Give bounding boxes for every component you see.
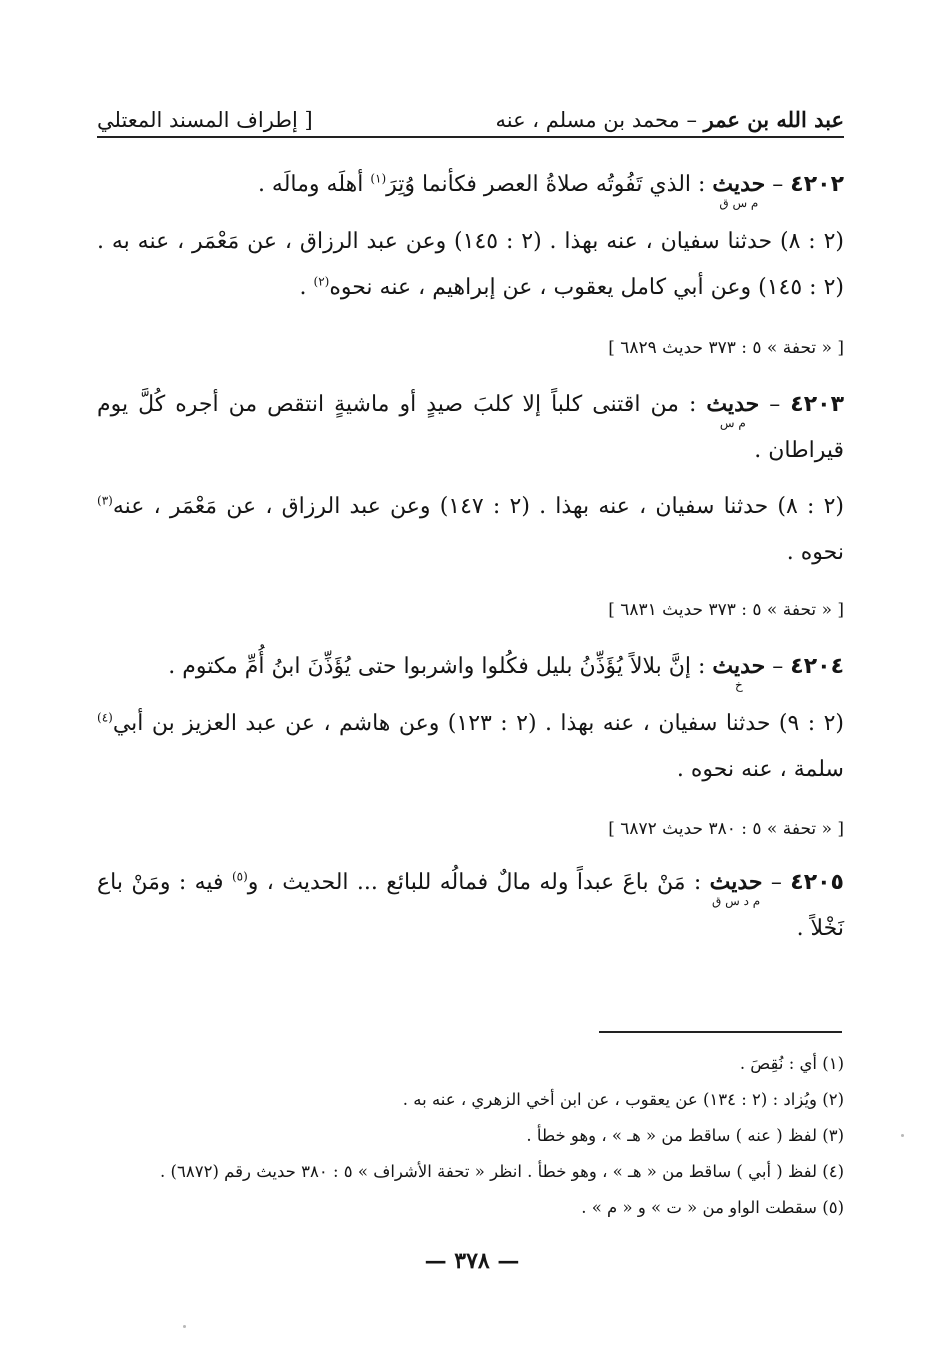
footnote-item: (٤) لفظ ( أبي ) ساقط من « هـ » ، وهو خطأ . انظر « تحفة الأشراف » ٥ : ٣٨٠ حديث رقم (٦٨٧٢) . bbox=[160, 1162, 844, 1181]
hadith-keyword bbox=[712, 171, 766, 210]
hadith-entry bbox=[97, 859, 844, 952]
hadith-text-continued: أهلَه ومالَه . bbox=[257, 172, 371, 197]
hadith-keyword bbox=[706, 391, 760, 430]
footnote-item: (٣) لفظ ( عنه ) ساقط من « هـ » ، وهو خطأ . bbox=[526, 1126, 844, 1145]
scan-speck bbox=[183, 1325, 186, 1328]
isnad-text-end: . bbox=[299, 275, 314, 300]
isnad-chain bbox=[97, 484, 844, 576]
hadith-dash: – bbox=[759, 392, 791, 417]
header-book-title: [ إطراف المسند المعتلي bbox=[97, 108, 313, 132]
hadith-text: : الذي تَفُوتُه صلاةُ العصر فكأنما وُتِرَ bbox=[386, 172, 713, 197]
tuhfa-citation: [ « تحفة » ٥ : ٣٧٣ حديث ٦٨٣١ ] bbox=[608, 600, 844, 620]
hadith-dash: – bbox=[765, 654, 791, 679]
hadith-number: ٤٢٠٣ bbox=[790, 392, 844, 417]
hadith-number: ٤٢٠٢ bbox=[790, 172, 844, 197]
hadith-entry bbox=[97, 161, 844, 208]
hadith-source-codes: خ bbox=[734, 678, 743, 692]
hadith-entry bbox=[97, 643, 844, 690]
hadith-text: : إنَّ بلالاً يُؤَذِّنُ بليل فكُلوا واشربوا حتى يُؤَذِّنَ ابنُ أُمِّ مكتوم . bbox=[168, 654, 713, 679]
hadith-dash: – bbox=[765, 172, 791, 197]
page-number: — ٣٧٨ — bbox=[424, 1248, 520, 1274]
header-chapter-title bbox=[495, 107, 844, 132]
running-header bbox=[97, 92, 844, 138]
hadith-keyword bbox=[712, 653, 766, 692]
isnad-text-end: نحوه . bbox=[786, 540, 844, 565]
isnad-text: (٢ : ٩) حدثنا سفيان ، عنه بهذا . (٢ : ١٢٣) وعن هاشم ، عن عبد العزيز بن أبي bbox=[112, 711, 844, 736]
hadith-number: ٤٢٠٥ bbox=[790, 870, 844, 895]
hadith-dash: – bbox=[762, 870, 791, 895]
footnote-item: (١) أي : نُقِصَ . bbox=[739, 1054, 844, 1073]
footnote-marker: (٢) bbox=[313, 274, 330, 289]
footnote-separator bbox=[599, 1031, 842, 1033]
hadith-keyword-text: حديث bbox=[706, 391, 760, 417]
header-chapter-subtitle: – محمد بن مسلم ، عنه bbox=[495, 108, 704, 132]
hadith-entry bbox=[97, 381, 844, 474]
footnote-item: (٢) ويُزاد : (٢ : ١٣٤) عن يعقوب ، عن ابن أخي الزهري ، عنه به . bbox=[402, 1090, 844, 1109]
isnad-chain bbox=[97, 701, 844, 793]
hadith-text-continued: فيه : ومَنْ باع نَخْلاً . bbox=[97, 870, 844, 941]
footnote-marker: (٣) bbox=[97, 493, 113, 508]
footnote-marker: (٥) bbox=[231, 869, 248, 884]
hadith-keyword-text: حديث bbox=[712, 653, 766, 679]
hadith-source-codes: م د س ق bbox=[712, 894, 761, 908]
isnad-text: (٢ : ٨) حدثنا سفيان ، عنه بهذا . (٢ : ١٤٧) وعن عبد الرزاق ، عن مَعْمَر ، عنه bbox=[112, 494, 844, 519]
isnad-text-end: سلمة ، عنه نحوه . bbox=[676, 757, 844, 782]
hadith-keyword-text: حديث bbox=[709, 869, 763, 895]
hadith-number: ٤٢٠٤ bbox=[790, 654, 844, 679]
hadith-text: : من اقتنى كلباً إلا كلبَ صيدٍ أو ماشيةٍ انتقص من أجره كُلَّ يوم قيراطان . bbox=[97, 392, 844, 463]
isnad-chain bbox=[97, 219, 844, 311]
scan-speck bbox=[901, 1134, 904, 1137]
hadith-keyword bbox=[709, 869, 763, 908]
hadith-source-codes: م س bbox=[719, 416, 746, 430]
hadith-source-codes: م س ق bbox=[719, 196, 759, 210]
footnote-marker: (٤) bbox=[97, 710, 113, 725]
tuhfa-citation: [ « تحفة » ٥ : ٣٧٣ حديث ٦٨٢٩ ] bbox=[608, 338, 844, 358]
footnotes bbox=[150, 1046, 844, 1226]
footnote-item: (٥) سقطت الواو من « ت » و « م » . bbox=[581, 1198, 844, 1217]
footnote-marker: (١) bbox=[370, 171, 387, 186]
hadith-text: : مَنْ باعَ عبداً وله مالٌ فمالُه للبائع ... الحديث ، و bbox=[247, 870, 710, 895]
hadith-keyword-text: حديث bbox=[712, 171, 766, 197]
isnad-text: (٢ : ٨) حدثنا سفيان ، عنه بهذا . (٢ : ١٤٥) وعن عبد الرزاق ، عن مَعْمَر ، عنه به . (٢ : ١٤٥) وعن أبي كامل يعقوب ، عن إبراهيم ، عنه نحوه bbox=[97, 229, 844, 300]
header-chapter-name: عبد الله بن عمر bbox=[703, 107, 844, 132]
tuhfa-citation: [ « تحفة » ٥ : ٣٨٠ حديث ٦٨٧٢ ] bbox=[608, 819, 844, 839]
